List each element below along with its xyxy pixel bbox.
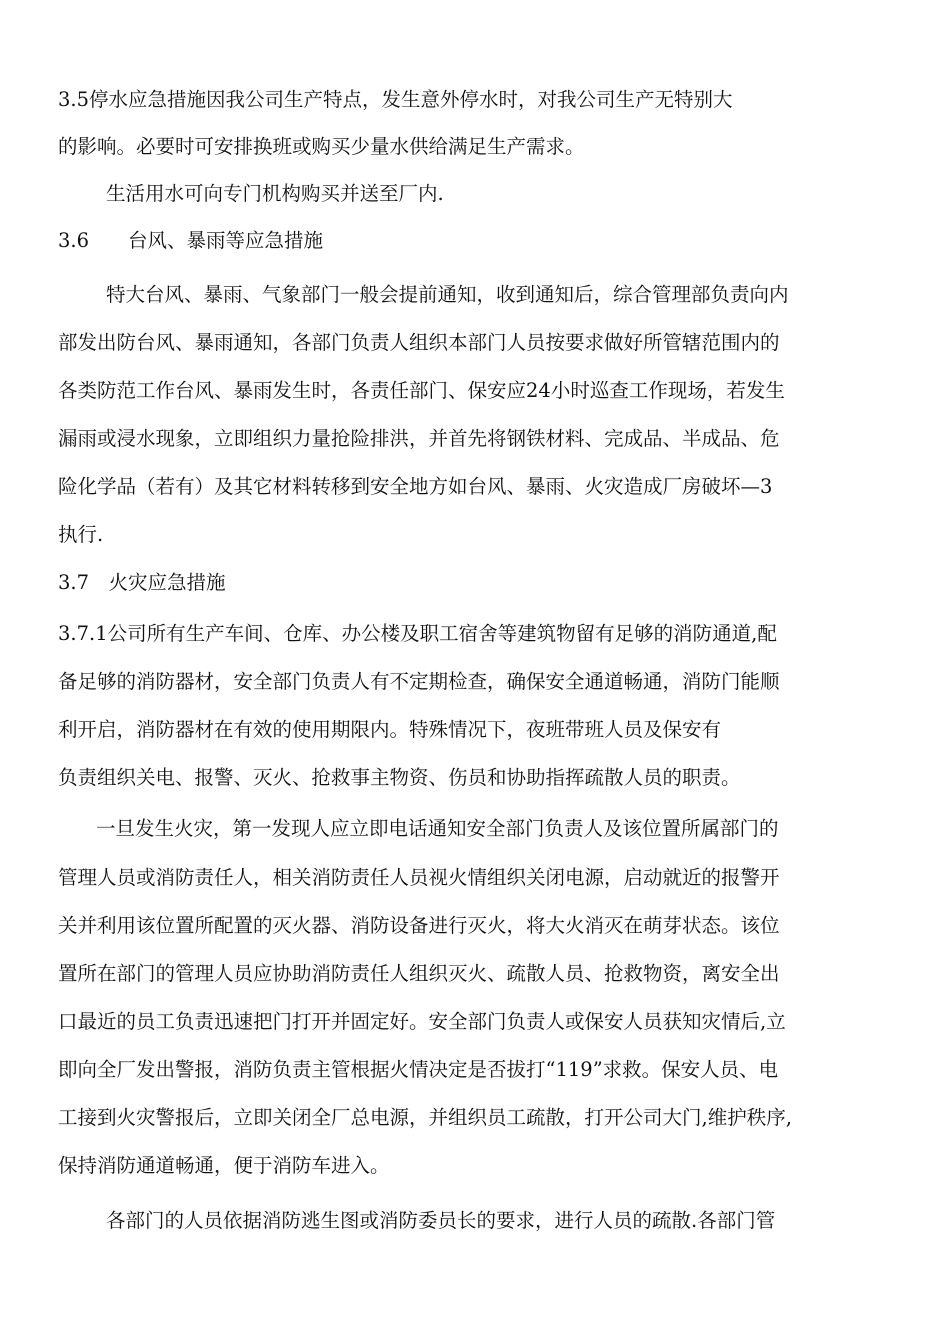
text-line: 工接到火灾警报后，立即关闭全厂总电源，并组织员工疏散，打开公司大门,维护秩序, [58,1106,792,1129]
section-heading-3-6: 3.6 台风、暴雨等应急措施 [58,229,324,252]
text-line: 保持消防通道畅通，便于消防车进入。 [58,1154,390,1177]
section-heading-3-7: 3.7 火灾应急措施 [58,571,226,594]
text-line: 3.7.1公司所有生产车间、仓库、办公楼及职工宿舍等建筑物留有足够的消防通道,配 [58,622,777,645]
text-line: 即向全厂发出警报，消防负责主管根据火情决定是否拔打“119”求救。保安人员、电 [58,1058,779,1081]
text-line: 的影响。必要时可安排换班或购买少量水供给满足生产需求。 [58,135,585,158]
text-line: 管理人员或消防责任人，相关消防责任人员视火情组织关闭电源，启动就近的报警开 [58,866,780,889]
text-line: 关并利用该位置所配置的灭火器、消防设备进行灭火，将大火消灭在萌芽状态。该位 [58,914,780,937]
text-line: 各类防范工作台风、暴雨发生时，各责任部门、保安应24小时巡查工作现场，若发生 [58,379,785,402]
text-line: 口最近的员工负责迅速把门打开并固定好。安全部门负责人或保安人员获知灾情后,立 [58,1010,786,1033]
text-line: 置所在部门的管理人员应协助消防责任人组织灭火、疏散人员、抢救物资，离安全出 [58,962,780,985]
text-line: 各部门的人员依据消防逃生图或消防委员长的要求，进行人员的疏散.各部门管 [106,1209,776,1232]
text-line: 险化学品（若有）及其它材料转移到安全地方如台风、暴雨、火灾造成厂房破坏—3 [58,475,773,498]
text-line: 特大台风、暴雨、气象部门一般会提前通知，收到通知后，综合管理部负责向内 [106,283,789,306]
text-line: 一旦发生火灾，第一发现人应立即电话通知安全部门负责人及该位置所属部门的 [96,817,779,840]
text-line: 3.5停水应急措施因我公司生产特点，发生意外停水时，对我公司生产无特别大 [58,88,733,111]
text-line: 生活用水可向专门机构购买并送至厂内. [106,182,444,205]
text-line: 部发出防台风、暴雨通知，各部门负责人组织本部门人员按要求做好所管辖范围内的 [58,331,780,354]
text-line: 利开启，消防器材在有效的使用期限内。特殊情况下，夜班带班人员及保安有 [58,718,722,741]
text-line: 负责组织关电、报警、灭火、抢救事主物资、伤员和协助指挥疏散人员的职责。 [58,766,741,789]
text-line: 备足够的消防器材，安全部门负责人有不定期检查，确保安全通道畅通，消防门能顺 [58,670,780,693]
text-line: 执行. [58,523,104,546]
text-line: 漏雨或浸水现象，立即组织力量抢险排洪，并首先将钢铁材料、完成品、半成品、危 [58,427,780,450]
